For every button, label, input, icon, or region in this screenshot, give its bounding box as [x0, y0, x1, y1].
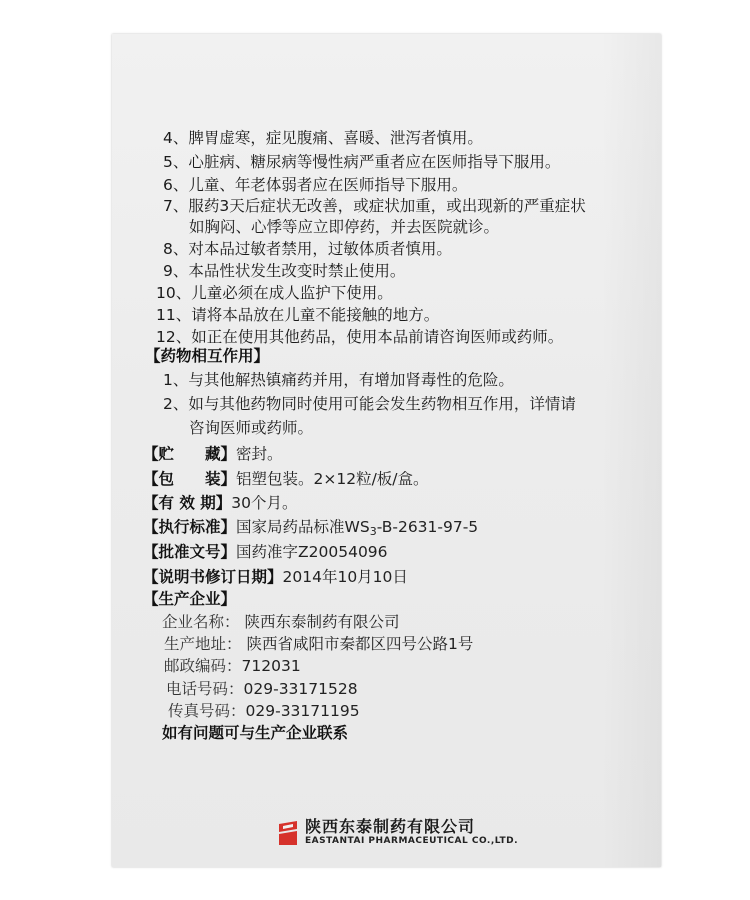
standard-label: 【执行标准】 — [143, 518, 237, 536]
revision-label: 【说明书修订日期】 — [143, 568, 283, 586]
precaution-item-6: 6、儿童、年老体弱者应在医师指导下服用。 — [163, 176, 468, 194]
package-row — [143, 469, 429, 489]
company-logo-icon — [277, 820, 299, 846]
interaction-line-1: 1、与其他解热镇痛药并用，有增加肾毒性的危险。 — [163, 371, 514, 389]
precaution-item-9: 9、本品性状发生改变时禁止使用。 — [163, 262, 406, 280]
standard-value-prefix: 国家局药品标准WS — [236, 518, 370, 536]
precaution-item-4: 4、脾胃虚寒，症见腹痛、喜暖、泄泻者慎用。 — [163, 129, 483, 147]
paper-shadow — [601, 34, 661, 867]
company-name-label: 企业名称： — [162, 613, 240, 631]
logo-name-en: EASTANTAI PHARMACEUTICAL CO.,LTD. — [305, 836, 519, 846]
validity-label: 【有 效 期】 — [143, 494, 232, 512]
precaution-item-11: 11、请将本品放在儿童不能接触的地方。 — [156, 306, 440, 324]
storage-label: 【贮 藏】 — [143, 445, 237, 463]
standard-row — [143, 517, 478, 542]
precaution-item-7: 7、服药3天后症状无改善，或症状加重，或出现新的严重症状 — [163, 197, 586, 215]
logo-name-cn: 陕西东泰制药有限公司 — [305, 817, 476, 836]
storage-value: 密封。 — [236, 445, 283, 463]
approval-label: 【批准文号】 — [143, 543, 237, 561]
storage-row — [143, 444, 283, 464]
postcode-label: 邮政编码： — [164, 657, 242, 675]
phone-label: 电话号码： — [166, 680, 244, 698]
address-value: 陕西省咸阳市秦都区四号公路1号 — [246, 635, 474, 653]
interaction-line-2-cont: 咨询医师或药师。 — [189, 419, 314, 437]
manufacturer-heading: 【生产企业】 — [143, 590, 237, 608]
fax-label: 传真号码： — [168, 702, 246, 720]
package-value: 铝塑包装。2×12粒/板/盒。 — [236, 470, 429, 488]
fax-value: 029-33171195 — [245, 702, 360, 720]
phone-value: 029-33171528 — [243, 680, 358, 698]
precaution-item-12: 12、如正在使用其他药品，使用本品前请咨询医师或药师。 — [156, 328, 564, 346]
postcode-value: 712031 — [241, 657, 301, 675]
precaution-item-8: 8、对本品过敏者禁用，过敏体质者慎用。 — [163, 240, 452, 258]
address-label: 生产地址： — [164, 635, 242, 653]
standard-value-sub: 3 — [369, 525, 377, 538]
precaution-item-10: 10、儿童必须在成人监护下使用。 — [156, 284, 393, 302]
revision-value: 2014年10月10日 — [282, 568, 408, 586]
manufacturer-row-address — [164, 634, 473, 654]
standard-value-suffix: -B-2631-97-5 — [376, 518, 479, 536]
interaction-line-2: 2、如与其他药物同时使用可能会发生药物相互作用，详情请 — [163, 395, 576, 413]
package-label: 【包 装】 — [143, 470, 237, 488]
manufacturer-row-postcode — [164, 656, 301, 676]
validity-value: 30个月。 — [231, 494, 298, 512]
manufacturer-row-name — [162, 612, 399, 632]
company-name-value: 陕西东泰制药有限公司 — [244, 613, 400, 631]
company-logo — [277, 818, 518, 847]
approval-row — [143, 542, 388, 562]
manufacturer-row-fax — [168, 701, 360, 721]
revision-row — [143, 567, 408, 587]
precaution-item-7-cont: 如胸闷、心悸等应立即停药，并去医院就诊。 — [189, 218, 500, 236]
manufacturer-row-phone — [166, 679, 358, 699]
precaution-item-5: 5、心脏病、糖尿病等慢性病严重者应在医师指导下服用。 — [163, 153, 561, 171]
validity-row — [143, 493, 298, 513]
interactions-heading: 【药物相互作用】 — [145, 347, 270, 365]
approval-value: 国药准字Z20054096 — [236, 543, 388, 561]
contact-note: 如有问题可与生产企业联系 — [162, 724, 349, 742]
